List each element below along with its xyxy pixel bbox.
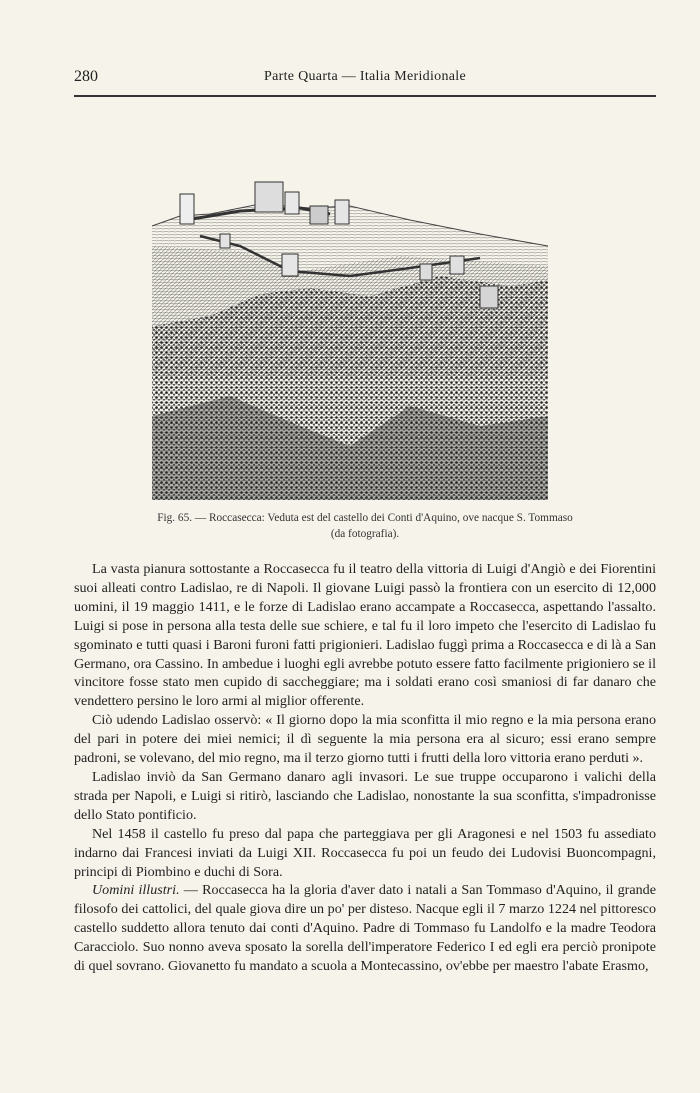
body-text [74,560,656,976]
running-head: Parte Quarta — Italia Meridionale [264,69,466,84]
caption-line-2: (da fotografia). [330,528,400,540]
castle-illustration [150,176,550,500]
caption-line-1: Fig. 65. — Roccasecca: Veduta est del castello dei Conti d'Aquino, ove nacque S. Tommaso [157,512,573,524]
paragraph-1: La vasta pianura sottostante a Roccasecca fu il teatro della vittoria di Luigi d'Angiò e dei Fiorentini suoi alleati contro Ladislao, re di Napoli. Il giovane Luigi passò la frontiera con un esercito di 12,000 uomini, il 19 maggio 1411, e le forze di Ladislao erano accampate a Roccasecca, aspettando l'assalto. Luigi si pose in persona alla testa delle sue schiere, e tal fu il loro impeto che l'esercito di Ladislao fu sgominato e tutti quasi i Baroni furoni fatti prigionieri. Ladislao fuggì prima a Roccasecca e di là a San Germano, ora Cassino. In ambedue i luoghi egli avrebbe potuto essere fatto facilmente prigioniero se il vincitore fosse stato men cupido di saccheggiare; ma i soldati erano così smaniosi di far danaro che vendettero persino le loro armi al miglior offerente. [74,561,656,710]
page-number: 280 [74,68,98,85]
paragraph-5-text: — Roccasecca ha la gloria d'aver dato i natali a San Tommaso d'Aquino, il grande filosofo dei cattolici, del quale giova dire un po' per disteso. Nacque egli il 7 marzo 1224 nel pittoresco castello suddetto allora tenuto dai conti d'Aquino. Padre di Tommaso fu Landolfo e la madre Teodora Caracciolo. Suo nonno aveva sposato la sorella dell'imperatore Federico I ed egli era perciò pronipote di quel sovrano. Giovanetto fu mandato a scuola a Montecassino, ov'ebbe per maestro l'abate Erasmo, [74,882,656,975]
castle-engraving [150,176,550,500]
paragraph-3: Ladislao inviò da San Germano danaro agli invasori. Le sue truppe occuparono i valichi della strada per Napoli, e Luigi si ritirò, lasciando che Ladislao, nonostante la sua sconfitta, s'impadronisse dello Stato pontificio. [74,768,656,823]
section-heading: Uomini illustri. [92,882,180,899]
header-rule [74,95,656,97]
paragraph-2: Ciò udendo Ladislao osservò: « Il giorno dopo la mia sconfitta il mio regno e la mia persona erano del pari in potere dei miei nemici; il dì seguente la mia persona era al sicuro; essi erano sempre padroni, se volevano, del mio regno, ma il terzo giorno tutti i frutti della loro vittoria erano perduti ». [74,712,656,767]
figure-caption [74,510,656,542]
paragraph-5 [74,881,656,976]
page-header [74,68,656,92]
paragraph-4: Nel 1458 il castello fu preso dal papa che parteggiava per gli Aragonesi e nel 1503 fu assediato indarno dai Francesi inviati da Luigi XII. Roccasecca fu poi un feudo dei Ludovisi Buoncompagni, principi di Piombino e duchi di Sora. [74,825,656,880]
